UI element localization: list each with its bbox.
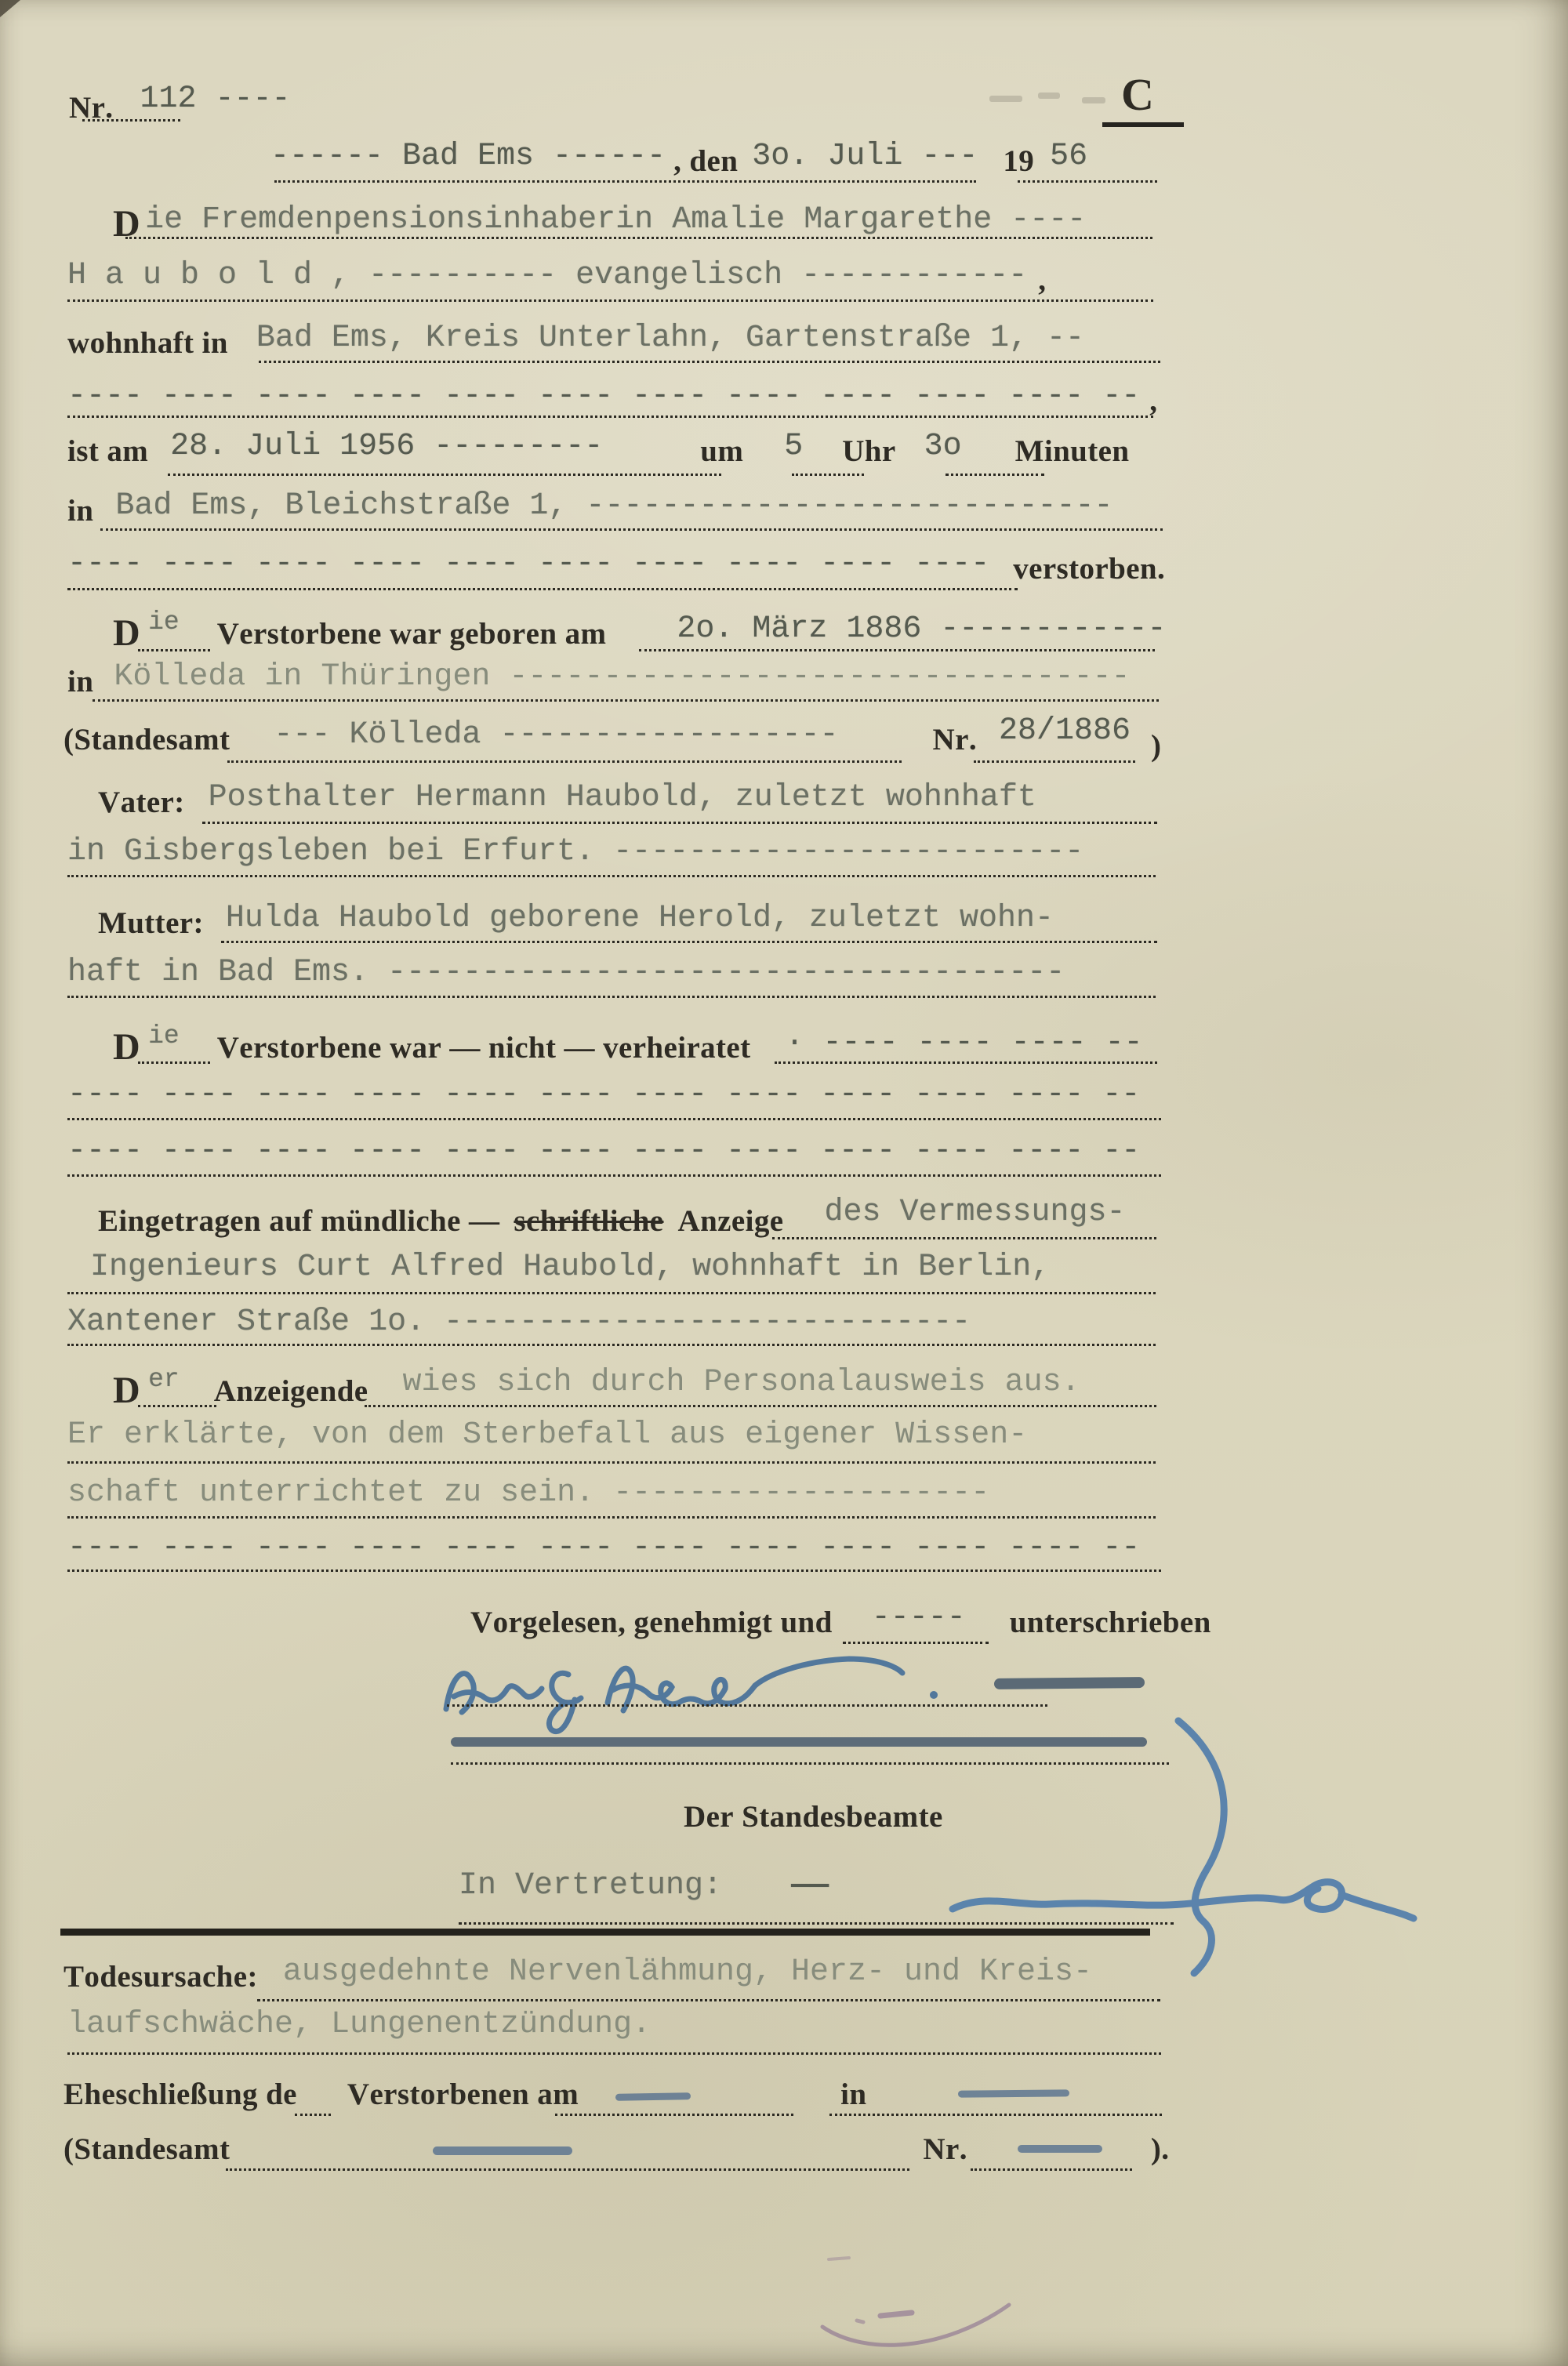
filler-dashes: · ---- ---- ---- -- — [785, 1025, 1143, 1061]
deceased-name-typed: ie Fremdenpensionsinhaberin Amalie Margarethe ---- — [145, 202, 1087, 238]
dotted-line — [67, 1118, 1161, 1120]
birth-date-row — [113, 608, 1167, 654]
printed-d: D — [113, 203, 141, 245]
dotted-line — [274, 180, 976, 183]
signed-label: unterschrieben — [1009, 1606, 1211, 1639]
corner-letter: C — [1121, 69, 1155, 120]
dotted-line — [125, 237, 1152, 239]
father-typed: Posthalter Hermann Haubold, zuletzt wohnhaft — [208, 780, 1036, 815]
residence-typed: Bad Ems, Kreis Unterlahn, Gartenstraße 1, -- — [256, 321, 1085, 356]
nr-label: Nr. — [932, 723, 977, 757]
filler-row2 — [67, 1077, 1141, 1118]
printed-d: D — [113, 1370, 141, 1411]
ink-ghost-mark — [989, 96, 1022, 102]
pen-stroke — [615, 2092, 691, 2101]
dotted-line — [257, 1999, 1160, 2001]
registry-number-typed: 28/1886 — [998, 713, 1131, 749]
dotted-line — [67, 1461, 1156, 1464]
declaration-row2 — [67, 1475, 990, 1516]
dotted-line — [67, 1569, 1161, 1572]
dotted-line — [67, 2052, 1161, 2055]
ink-ghost-mark — [1038, 93, 1060, 99]
struck-word: schriftliche — [514, 1204, 664, 1238]
dotted-line — [67, 588, 1018, 590]
filler-row1 — [67, 379, 1158, 419]
birth-date-typed: 2o. März 1886 ------------ — [677, 611, 1167, 647]
pen-stroke — [433, 2146, 572, 2155]
in-vertretung-typed: In Vertretung: — [459, 1868, 723, 1903]
deceased-name-row2 — [67, 258, 1047, 299]
pen-stroke — [958, 2089, 1069, 2097]
mother-typed-cont: haft in Bad Ems. ------------------------------------ — [67, 955, 1065, 990]
filler-dashes: ---- ---- ---- ---- ---- ---- ---- ---- ---- ---- ---- -- — [67, 1077, 1141, 1112]
cause-label: Todesursache: — [64, 1960, 258, 1994]
dotted-line — [67, 875, 1156, 877]
filler-dashes: ---- ---- ---- ---- ---- ---- ---- ---- ---- ---- ---- -- — [67, 379, 1141, 414]
article-suffix-typed: ie — [148, 608, 180, 637]
dotted-line — [946, 474, 1044, 476]
dotted-line — [67, 299, 1153, 302]
dotted-line — [138, 1405, 216, 1407]
in-label: in — [67, 494, 94, 528]
marital-status-label: Verstorbene war — nicht — verheiratet — [216, 1031, 751, 1065]
dotted-line — [100, 528, 1163, 531]
dotted-line — [202, 822, 1157, 824]
mother-label: Mutter: — [98, 906, 204, 940]
born-on-label: Verstorbene war geboren am — [216, 617, 607, 651]
informant-row3 — [67, 1305, 971, 1345]
dotted-line — [639, 649, 1155, 651]
registered-on-label: Eingetragen auf mündliche — — [98, 1204, 500, 1238]
standesamt-label: (Standesamt — [64, 723, 230, 757]
in-vertretung-row — [459, 1868, 829, 1903]
printed-comma: , — [1038, 263, 1047, 297]
article-suffix-typed: ie — [148, 1022, 180, 1051]
deceased-on-label: Verstorbenen am — [347, 2078, 579, 2111]
filler-dashes: ---- ---- ---- ---- ---- ---- ---- ---- ---- ---- ---- -- — [67, 1530, 1141, 1566]
marriage-row — [64, 2079, 866, 2110]
dotted-line — [67, 1174, 1161, 1177]
dotted-line — [67, 1344, 1156, 1346]
minuten-label: Minuten — [1014, 434, 1130, 468]
death-place-typed: Bad Ems, Bleichstraße 1, ---------------------------- — [115, 488, 1113, 524]
nr-value: 112 ---- — [140, 82, 291, 117]
den-label: , den — [673, 144, 739, 178]
residence-row — [67, 321, 1085, 361]
dotted-line — [775, 1061, 1157, 1064]
father-row — [98, 780, 1036, 821]
filler-row3 — [67, 1134, 1141, 1174]
signature-registrar — [843, 1713, 1454, 1980]
dotted-line — [772, 1237, 1156, 1239]
declaration-typed: Er erklärte, von dem Sterbefall aus eigener Wissen- — [67, 1417, 1028, 1453]
identification-row — [113, 1365, 1080, 1411]
marriage-registry-row — [64, 2134, 1169, 2165]
dotted-line — [971, 2168, 1132, 2171]
mother-typed: Hulda Haubold geborene Herold, zuletzt wohn- — [225, 901, 1054, 936]
filler-dashes: ---- ---- ---- ---- ---- ---- ---- ---- ---- ---- ---- -- — [67, 1134, 1141, 1169]
small-dashes-typed: ----- — [871, 1600, 966, 1635]
dotted-line — [138, 1061, 210, 1064]
year-typed: 56 — [1050, 139, 1088, 174]
death-datetime-row — [67, 429, 1130, 470]
dotted-line — [168, 474, 721, 476]
registration-row — [98, 1195, 1126, 1239]
in-label: in — [67, 665, 94, 699]
dotted-line — [138, 649, 210, 651]
in-label: in — [840, 2078, 867, 2111]
year-printed: 19 — [1003, 144, 1035, 178]
dotted-line — [93, 699, 1159, 702]
cause-typed-cont: laufschwäche, Lungenentzündung. — [67, 2007, 652, 2042]
typed-dash: —— — [791, 1868, 829, 1903]
dotted-line — [555, 2114, 793, 2116]
father-label: Vater: — [98, 786, 185, 819]
dotted-line — [259, 361, 1160, 363]
nr-label: Nr. — [69, 91, 114, 125]
nr-label: Nr. — [923, 2132, 967, 2166]
form-letter-c — [1121, 69, 1155, 120]
death-hour-typed: 5 — [784, 429, 804, 464]
um-label: um — [700, 434, 744, 468]
pen-stroke — [994, 1677, 1145, 1689]
dotted-line — [221, 941, 1157, 943]
printed-d: D — [113, 612, 141, 654]
verstorben-row — [67, 546, 1166, 587]
father-typed-cont: in Gisbergsleben bei Erfurt. ------------------------- — [67, 834, 1084, 869]
marriage-label: Eheschließung de — [64, 2078, 297, 2111]
registrar-label: Der Standesbeamte — [684, 1800, 943, 1834]
corner-letter-underline — [1102, 122, 1184, 127]
cause-typed: ausgedehnte Nervenlähmung, Herz- und Kreis- — [282, 1954, 1093, 1990]
dotted-line — [227, 760, 902, 763]
informant-typed-cont: Ingenieurs Curt Alfred Haubold, wohnhaft in Berlin, — [90, 1250, 1051, 1285]
anzeigende-label: Anzeigende — [213, 1374, 368, 1408]
close-paren: ) — [1151, 729, 1162, 763]
filler-dashes: ---- ---- ---- ---- ---- ---- ---- ---- ---- ---- — [67, 546, 990, 582]
dotted-line — [295, 2114, 331, 2116]
dotted-line — [67, 416, 1153, 418]
marital-status-row — [113, 1022, 1143, 1068]
death-place-row — [67, 488, 1113, 529]
informant-typed: des Vermessungs- — [824, 1195, 1126, 1230]
close-paren-period: ). — [1150, 2132, 1170, 2166]
dotted-line — [974, 760, 1135, 763]
birth-registry-row — [64, 713, 1162, 763]
birth-place-typed: Kölleda in Thüringen --------------------------------- — [114, 659, 1131, 695]
death-date-typed: 28. Juli 1956 --------- — [170, 429, 604, 464]
mother-row2 — [67, 955, 1065, 996]
residence-label: wohnhaft in — [67, 326, 228, 360]
registry-office-typed: --- Kölleda ------------------ — [274, 717, 839, 753]
dotted-line — [447, 1704, 1047, 1707]
anzeige-label: Anzeige — [677, 1204, 784, 1238]
scan-corner-artifact — [0, 0, 20, 17]
cause-of-death-row — [64, 1954, 1093, 1995]
article-suffix-typed: er — [148, 1365, 180, 1394]
mother-row — [98, 901, 1054, 942]
uhr-label: Uhr — [842, 434, 896, 468]
place-typed: ------ Bad Ems ------ — [270, 139, 666, 174]
dotted-line — [82, 119, 180, 122]
stamp-remnant — [811, 2289, 1023, 2366]
dotted-line — [1018, 180, 1157, 183]
pen-stroke — [1018, 2145, 1102, 2153]
read-approved-label: Vorgelesen, genehmigt und — [470, 1606, 833, 1639]
printed-d: D — [113, 1026, 141, 1068]
death-minute-typed: 3o — [924, 429, 962, 464]
standesamt-label: (Standesamt — [64, 2132, 230, 2166]
surname-religion-typed: H a u b o l d , ---------- evangelisch ------------ — [67, 258, 1028, 293]
declaration-row1 — [67, 1417, 1028, 1458]
cause-of-death-row2 — [67, 2007, 652, 2048]
dotted-line — [67, 1292, 1156, 1294]
informant-row2 — [90, 1250, 1051, 1290]
dotted-line — [226, 2168, 909, 2171]
father-row2 — [67, 834, 1084, 875]
birth-place-row — [67, 659, 1131, 700]
filler-row4 — [67, 1530, 1141, 1571]
ink-ghost-mark — [1082, 97, 1105, 103]
dotted-line — [67, 996, 1156, 998]
heavy-rule — [60, 1929, 1150, 1936]
identification-typed: wies sich durch Personalausweis aus. — [402, 1365, 1080, 1400]
died-on-label: ist am — [67, 434, 149, 468]
date-typed: 3o. Juli --- — [752, 139, 978, 174]
dotted-line — [792, 474, 864, 476]
printed-comma: , — [1149, 384, 1158, 418]
dotted-line — [829, 2114, 1162, 2116]
dotted-line — [67, 1516, 1156, 1519]
declaration-typed-cont: schaft unterrichtet zu sein. -------------------- — [67, 1475, 990, 1511]
informant-address-typed: Xantener Straße 1o. ---------------------------- — [67, 1305, 971, 1340]
place-date-row — [270, 139, 1088, 180]
dotted-line — [365, 1405, 1156, 1407]
verstorben-label: verstorben. — [1013, 552, 1166, 586]
